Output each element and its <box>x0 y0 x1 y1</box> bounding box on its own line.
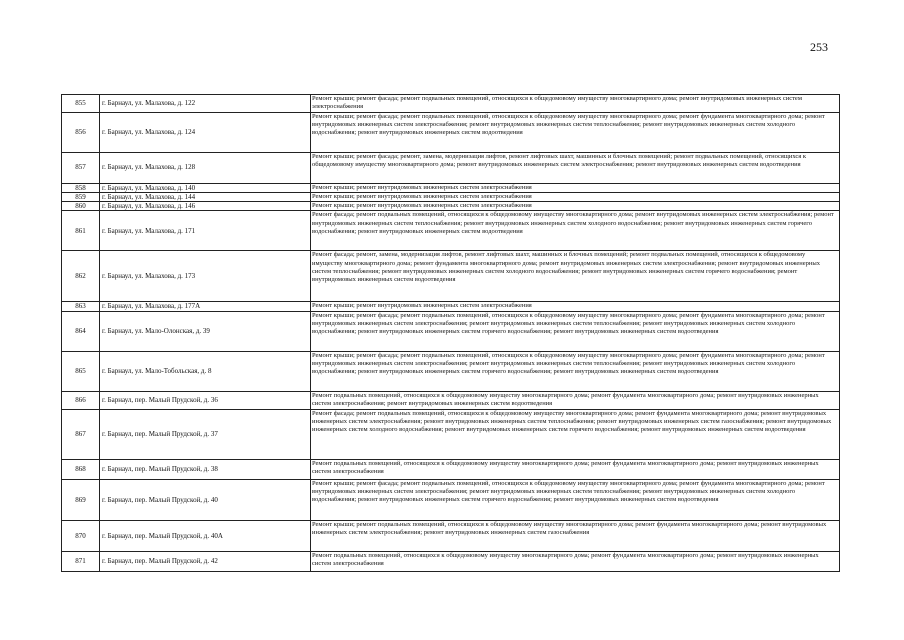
table-row <box>62 551 840 571</box>
row-address: г. Барнаул, пер. Малый Прудской, д. 38 <box>100 459 311 479</box>
row-address: г. Барнаул, ул. Малахова, д. 173 <box>100 251 311 302</box>
row-number: 866 <box>62 391 100 409</box>
row-works: Ремонт фасада; ремонт, замена, модернизация лифтов, ремонт лифтовых шахт, машинных и блочных помещений; ремонт подвальных помещений, относящихся к общедомовому имуществу многоквартирного дома; ремонт фундамента многоквартирного дома; ремонт внутридомовых инженерных систем электроснабжения; ремонт внутридомовых инженерных систем теплоснабжения; ремонт внутридомовых инженерных систем холодного водоснабжения; ремонт внутридомовых инженерных систем горячего водоснабжения; ремонт внутридомовых инженерных систем водоотведения <box>311 251 840 302</box>
row-works: Ремонт фасада; ремонт подвальных помещений, относящихся к общедомовому имуществу многоквартирного дома; ремонт внутридомовых инженерных систем электроснабжения; ремонт внутридомовых инженерных систем теплоснабжения; ремонт внутридомовых инженерных систем холодного водоснабжения; ремонт внутридомовых инженерных систем горячего водоснабжения; ремонт внутридомовых инженерных систем водоотведения <box>311 211 840 251</box>
row-number: 862 <box>62 251 100 302</box>
row-number: 856 <box>62 112 100 152</box>
row-address: г. Барнаул, пер. Малый Прудской, д. 40А <box>100 520 311 551</box>
row-number: 871 <box>62 551 100 571</box>
row-works: Ремонт фасада; ремонт подвальных помещений, относящихся к общедомовому имуществу многоквартирного дома; ремонт фундамента многоквартирного дома; ремонт внутридомовых инженерных систем электроснабжения; ремонт внутридомовых инженерных систем теплоснабжения; ремонт внутридомовых инженерных систем газоснабжения; ремонт внутридомовых инженерных систем холодного водоснабжения; ремонт внутридомовых инженерных систем горячего водоснабжения; ремонт внутридомовых инженерных систем водоотведения <box>311 409 840 459</box>
row-number: 859 <box>62 192 100 201</box>
row-works: Ремонт крыши; ремонт фасада; ремонт подвальных помещений, относящихся к общедомовому имуществу многоквартирного дома; ремонт внутридомовых инженерных систем электроснабжения <box>311 95 840 113</box>
table-row <box>62 202 840 211</box>
row-works: Ремонт крыши; ремонт фасада; ремонт, замена, модернизация лифтов, ремонт лифтовых шахт, машинных и блочных помещений; ремонт подвальных помещений, относящихся к общедомовому имуществу многоквартирного дома; ремонт внутридомовых инженерных систем электроснабжения; ремонт внутридомовых инженерных систем водоотведения <box>311 152 840 183</box>
row-number: 855 <box>62 95 100 113</box>
table-row <box>62 152 840 183</box>
row-number: 868 <box>62 459 100 479</box>
row-address: г. Барнаул, ул. Малахова, д. 146 <box>100 202 311 211</box>
row-works: Ремонт крыши; ремонт фасада; ремонт подвальных помещений, относящихся к общедомовому имуществу многоквартирного дома; ремонт фундамента многоквартирного дома; ремонт внутридомовых инженерных систем электроснабжения; ремонт внутридомовых инженерных систем теплоснабжения; ремонт внутридомовых инженерных систем холодного водоснабжения; ремонт внутридомовых инженерных систем горячего водоснабжения; ремонт внутридомовых инженерных систем водоотведения <box>311 311 840 351</box>
row-works: Ремонт крыши; ремонт внутридомовых инженерных систем электроснабжения <box>311 183 840 192</box>
table-row <box>62 211 840 251</box>
row-address: г. Барнаул, ул. Малахова, д. 124 <box>100 112 311 152</box>
row-number: 861 <box>62 211 100 251</box>
table-row <box>62 459 840 479</box>
row-number: 858 <box>62 183 100 192</box>
row-address: г. Барнаул, ул. Малахова, д. 144 <box>100 192 311 201</box>
row-number: 867 <box>62 409 100 459</box>
row-works: Ремонт подвальных помещений, относящихся к общедомовому имуществу многоквартирного дома; ремонт фундамента многоквартирного дома; ремонт внутридомовых инженерных систем электроснабжения <box>311 459 840 479</box>
row-number: 857 <box>62 152 100 183</box>
row-works: Ремонт подвальных помещений, относящихся к общедомовому имуществу многоквартирного дома; ремонт фундамента многоквартирного дома; ремонт внутридомовых инженерных систем электроснабжения <box>311 551 840 571</box>
table-row <box>62 391 840 409</box>
row-address: г. Барнаул, пер. Малый Прудской, д. 37 <box>100 409 311 459</box>
row-works: Ремонт подвальных помещений, относящихся к общедомовому имуществу многоквартирного дома; ремонт фундамента многоквартирного дома; ремонт внутридомовых инженерных систем электроснабжения; ремонт внутридомовых инженерных систем водоотведения <box>311 391 840 409</box>
table-row <box>62 479 840 520</box>
row-address: г. Барнаул, ул. Мало-Тобольская, д. 8 <box>100 351 311 391</box>
row-number: 860 <box>62 202 100 211</box>
row-works: Ремонт крыши; ремонт внутридомовых инженерных систем электроснабжения <box>311 202 840 211</box>
row-works: Ремонт крыши; ремонт фасада; ремонт подвальных помещений, относящихся к общедомовому имуществу многоквартирного дома; ремонт фундамента многоквартирного дома; ремонт внутридомовых инженерных систем электроснабжения; ремонт внутридомовых инженерных систем теплоснабжения; ремонт внутридомовых инженерных систем холодного водоснабжения; ремонт внутридомовых инженерных систем водоотведения <box>311 112 840 152</box>
table-row <box>62 409 840 459</box>
row-number: 865 <box>62 351 100 391</box>
table-row <box>62 351 840 391</box>
table-row <box>62 112 840 152</box>
row-address: г. Барнаул, ул. Мало-Олонская, д. 39 <box>100 311 311 351</box>
row-address: г. Барнаул, пер. Малый Прудской, д. 36 <box>100 391 311 409</box>
row-number: 864 <box>62 311 100 351</box>
works-table <box>61 94 840 572</box>
row-works: Ремонт крыши; ремонт фасада; ремонт подвальных помещений, относящихся к общедомовому имуществу многоквартирного дома; ремонт фундамента многоквартирного дома; ремонт внутридомовых инженерных систем электроснабжения; ремонт внутридомовых инженерных систем теплоснабжения; ремонт внутридомовых инженерных систем холодного водоснабжения; ремонт внутридомовых инженерных систем горячего водоснабжения; ремонт внутридомовых инженерных систем водоотведения <box>311 479 840 520</box>
row-number: 863 <box>62 302 100 311</box>
row-works: Ремонт крыши; ремонт внутридомовых инженерных систем электроснабжения <box>311 192 840 201</box>
row-address: г. Барнаул, ул. Малахова, д. 128 <box>100 152 311 183</box>
row-number: 870 <box>62 520 100 551</box>
row-address: г. Барнаул, пер. Малый Прудской, д. 42 <box>100 551 311 571</box>
row-works: Ремонт крыши; ремонт подвальных помещений, относящихся к общедомовому имуществу многоквартирного дома; ремонт фундамента многоквартирного дома; ремонт внутридомовых инженерных систем электроснабжения; ремонт внутридомовых инженерных систем газоснабжения <box>311 520 840 551</box>
row-address: г. Барнаул, ул. Малахова, д. 122 <box>100 95 311 113</box>
row-address: г. Барнаул, ул. Малахова, д. 140 <box>100 183 311 192</box>
row-address: г. Барнаул, пер. Малый Прудской, д. 40 <box>100 479 311 520</box>
table-row <box>62 520 840 551</box>
row-works: Ремонт крыши; ремонт фасада; ремонт подвальных помещений, относящихся к общедомовому имуществу многоквартирного дома; ремонт фундамента многоквартирного дома; ремонт внутридомовых инженерных систем электроснабжения; ремонт внутридомовых инженерных систем теплоснабжения; ремонт внутридомовых инженерных систем холодного водоснабжения; ремонт внутридомовых инженерных систем горячего водоснабжения; ремонт внутридомовых инженерных систем водоотведения <box>311 351 840 391</box>
row-number: 869 <box>62 479 100 520</box>
table-row <box>62 311 840 351</box>
row-address: г. Барнаул, ул. Малахова, д. 171 <box>100 211 311 251</box>
page-number: 253 <box>810 40 828 54</box>
table-row <box>62 302 840 311</box>
table-row <box>62 251 840 302</box>
table-row <box>62 183 840 192</box>
table-row <box>62 95 840 113</box>
row-works: Ремонт крыши; ремонт внутридомовых инженерных систем электроснабжения <box>311 302 840 311</box>
table-row <box>62 192 840 201</box>
row-address: г. Барнаул, ул. Малахова, д. 177А <box>100 302 311 311</box>
